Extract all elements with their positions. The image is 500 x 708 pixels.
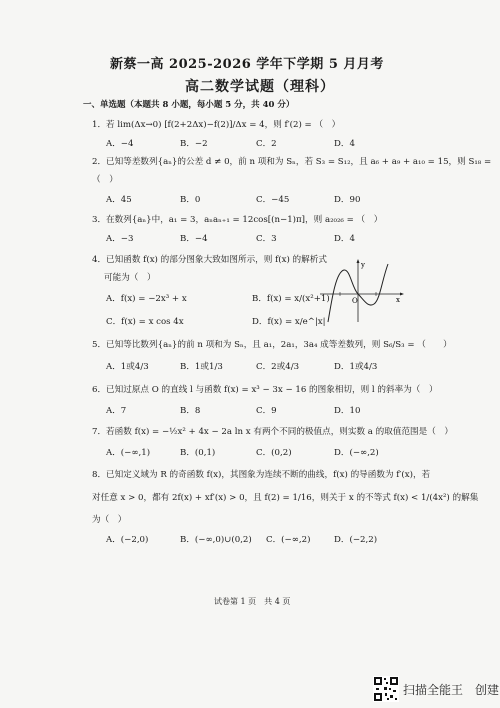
function-graph	[318, 258, 404, 324]
q1-option-c: C．2	[256, 139, 277, 149]
q3-option-a: A．−3	[106, 234, 134, 244]
q8-option-d: D．(−2,2)	[334, 535, 378, 545]
origin-label: O	[352, 297, 358, 305]
q5-option-c: C．2或4/3	[256, 362, 300, 372]
question-2-line-2: （ ）	[92, 175, 118, 185]
question-1: 1．若 lim(Δx→0) [f(2+2Δx)−f(2)]/Δx = 4，则 f′(2) = （ ）	[92, 120, 341, 130]
exam-title: 新蔡一高 2025-2026 学年下学期 5 月月考	[110, 57, 384, 72]
q3-option-b: B．−4	[180, 234, 208, 244]
q6-option-d: D．10	[334, 406, 361, 416]
q5-option-b: B．1或1/3	[180, 362, 223, 372]
q4-option-b: B．f(x) = x/(x²+1)	[252, 294, 330, 304]
question-4-line-1: 4．已知函数 f(x) 的部分图象大致如图所示，则 f(x) 的解析式	[92, 255, 327, 265]
q7-option-d: D．(−∞,2)	[334, 448, 379, 458]
question-8-line-2: 对任意 x > 0，都有 2f(x) + xf′(x) > 0，且 f(2) = 1/16，则关于 x 的不等式 f(x) < 1/(4x²) 的解集	[92, 493, 479, 503]
q2-option-a: A．45	[106, 195, 132, 205]
q4-option-d: D．f(x) = x/e^|x|	[252, 317, 326, 327]
y-axis-label: y	[361, 261, 365, 269]
q4-option-c: C．f(x) = x cos 4x	[106, 317, 184, 327]
q1-option-a: A．−4	[106, 139, 134, 149]
question-5: 5．已知等比数列{aₙ}的前 n 项和为 Sₙ，且 a₁，2a₁，3a₄ 成等差数列，则 S₆/S₃ = （ ）	[92, 340, 452, 350]
question-8-line-1: 8．已知定义域为 R 的奇函数 f(x)，其图象为连续不断的曲线，f(x) 的导函数为 f′(x)，若	[92, 470, 431, 480]
q6-option-b: B．8	[180, 406, 201, 416]
section-heading: 一、单选题（本题共 8 小题，每小题 5 分，共 40 分）	[83, 100, 295, 110]
q7-option-a: A．(−∞,1)	[106, 448, 151, 458]
y-axis-arrow	[357, 259, 360, 263]
q6-option-c: C．9	[256, 406, 277, 416]
page-footer: 试卷第 1 页 共 4 页	[214, 597, 291, 606]
q8-option-c: C．(−∞,2)	[266, 535, 311, 545]
question-3: 3．在数列{aₙ}中，a₁ = 3，aₙaₙ₊₁ = 12cos[(n−1)π]，则 a₂₀₂₆ = （ ）	[92, 215, 383, 225]
q2-option-b: B．0	[180, 195, 201, 205]
q8-option-b: B．(−∞,0)∪(0,2)	[180, 535, 252, 545]
question-7: 7．若函数 f(x) = −½x² + 4x − 2a ln x 有两个不同的极值点，则实数 a 的取值范围是（ ）	[92, 427, 454, 437]
question-2-line-1: 2．已知等差数列{aₙ}的公差 d ≠ 0，前 n 项和为 Sₙ，若 S₃ = S₁₂，且 a₆ + a₉ + a₁₀ = 15，则 S₁₈ =	[92, 157, 492, 167]
q2-option-c: C．−45	[256, 195, 290, 205]
x-axis-arrow	[400, 293, 404, 296]
question-4-line-2: 可能为（ ）	[104, 273, 156, 283]
q4-option-a: A．f(x) = −2x³ + x	[106, 294, 187, 304]
q6-option-a: A．7	[106, 406, 127, 416]
scanner-brand-watermark: 扫描全能王 创建	[403, 683, 500, 697]
q5-option-a: A．1或4/3	[106, 362, 149, 372]
x-axis-label: x	[396, 296, 400, 304]
q7-option-b: B．(0,1)	[180, 448, 216, 458]
question-8-line-3: 为（ ）	[92, 515, 127, 525]
q1-option-d: D．4	[334, 139, 355, 149]
q3-option-c: C．3	[256, 234, 277, 244]
exam-subtitle: 高二数学试题（理科）	[185, 79, 335, 95]
q3-option-d: D．4	[334, 234, 355, 244]
q8-option-a: A．(−2,0)	[106, 535, 149, 545]
question-6: 6．已知过原点 O 的直线 l 与函数 f(x) = x³ − 3x − 16 的图象相切，则 l 的斜率为（ ）	[92, 385, 438, 395]
q1-option-b: B．−2	[180, 139, 208, 149]
q7-option-c: C．(0,2)	[256, 448, 292, 458]
q5-option-d: D．1或4/3	[334, 362, 378, 372]
q2-option-d: D．90	[334, 195, 361, 205]
qr-code-icon	[373, 676, 399, 702]
